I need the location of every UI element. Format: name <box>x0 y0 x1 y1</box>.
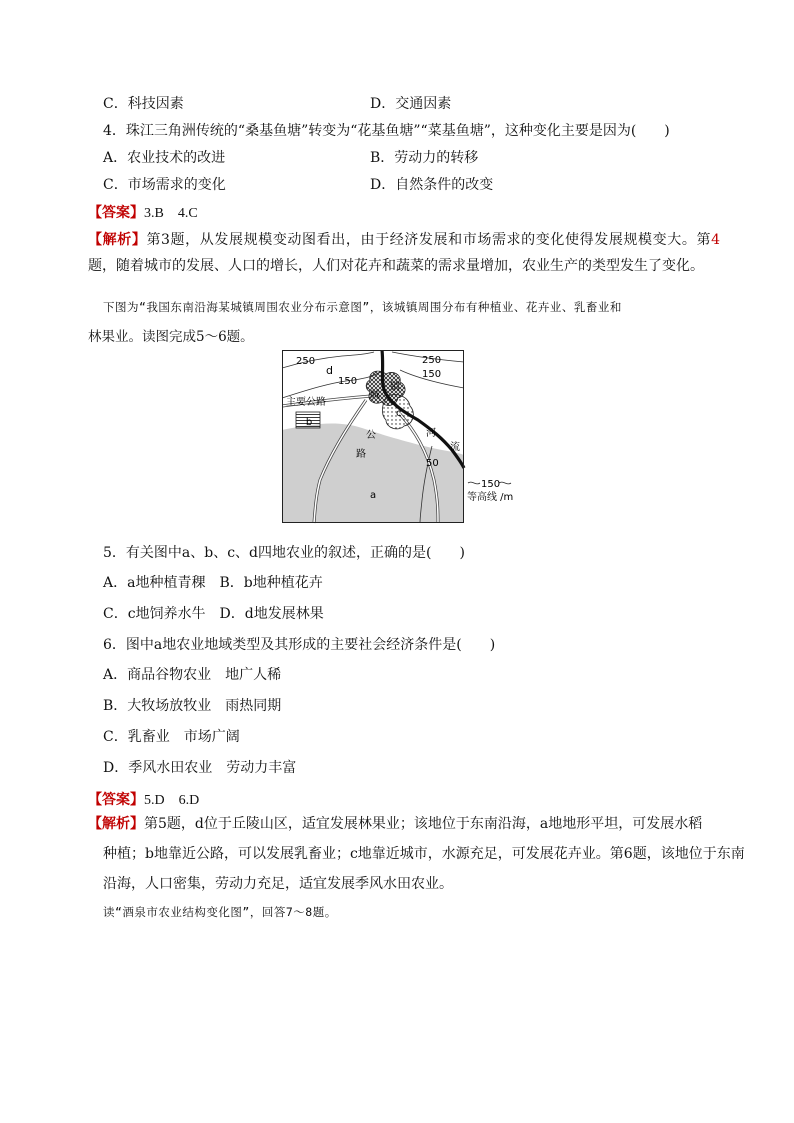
q6-option-d: D．季风水田农业 劳动力丰富 <box>103 760 297 776</box>
q6-option-b: B．大牧场放牧业 雨热同期 <box>103 698 282 714</box>
q4-option-a: A．农业技术的改进 <box>103 150 226 166</box>
analysis-question-number: 4 <box>711 232 721 248</box>
q5-options-ab: A．a地种植青稞 B．b地种植花卉 <box>103 575 323 591</box>
q3-option-c: C．科技因素 <box>103 96 184 112</box>
q5-options-cd: C．c地饲养水牛 D．d地发展林果 <box>103 606 324 622</box>
q3-option-d: D．交通因素 <box>370 96 452 112</box>
river-label-char2: 流 <box>450 442 460 453</box>
analysis-2-line3: 沿海，人口密集，劳动力充足，适宜发展季风水田农业。 <box>103 876 453 892</box>
city-label-char2: 镇 <box>390 382 400 393</box>
legend-contour-label: 等高线 /m <box>467 492 514 503</box>
road-label-char1: 公 <box>366 430 376 441</box>
analysis-tag: 【解析】 <box>88 232 147 248</box>
analysis-text-part2: 题，随着城市的发展、人口的增长，人们对花卉和蔬菜的需求量增加，农业生产的类型发生了变化。 <box>88 258 704 274</box>
legend-contour-symbol <box>468 482 480 484</box>
q4-option-c: C．市场需求的变化 <box>103 177 226 193</box>
q4-stem: 4．珠江三角洲传统的“桑基鱼塘”转变为“花基鱼塘”“菜基鱼塘”，这种变化主要是因为( ) <box>103 123 670 139</box>
analysis-2-text-line1: 第5题，d位于丘陵山区，适宜发展林果业；该地位于东南沿海，a地地形平坦，可发展水稻 <box>144 816 703 832</box>
q6-stem: 6．图中a地农业地域类型及其形成的主要社会经济条件是( ) <box>103 637 496 653</box>
road-label: 主要公路 <box>286 397 326 408</box>
label-b: b <box>305 417 313 428</box>
answer-tag: 【答案】 <box>88 792 144 808</box>
contour-label-250-left: 250 <box>296 356 316 367</box>
city-label-char1: 城 <box>370 390 380 401</box>
legend-contour-value: 150 <box>481 479 501 490</box>
answer-value: 5.D 6.D <box>144 793 200 808</box>
answer-tag: 【答案】 <box>88 205 144 221</box>
road-label-char2: 路 <box>356 449 366 460</box>
label-a: a <box>370 490 377 501</box>
answer-value: 3.B 4.C <box>144 206 198 221</box>
label-c: c <box>396 408 402 419</box>
contour-label-150-left: 150 <box>338 376 358 387</box>
analysis-text-part1: 第3题，从发展规模变动图看出，由于经济发展和市场需求的变化使得发展规模变大。第 <box>146 232 712 248</box>
label-d: d <box>326 364 333 377</box>
q4-option-b: B．劳动力的转移 <box>370 150 479 166</box>
analysis-block-1 <box>88 227 720 279</box>
q5-stem: 5．有关图中a、b、c、d四地农业的叙述，正确的是( ) <box>103 545 465 561</box>
q6-option-c: C．乳畜业 市场广阔 <box>103 729 240 745</box>
agriculture-distribution-map <box>282 350 522 525</box>
answer-block-1 <box>88 203 198 224</box>
contour-label-150-right: 150 <box>422 369 442 380</box>
q4-option-d: D．自然条件的改变 <box>370 177 494 193</box>
analysis-tag: 【解析】 <box>88 816 144 832</box>
analysis-2-line2: 种植；b地靠近公路，可以发展乳畜业；c地靠近城市，水源充足，可发展花卉业。第6题，该地位于东南 <box>103 846 745 862</box>
contour-label-50: 50 <box>426 458 439 469</box>
analysis-2-line1 <box>88 814 702 834</box>
q6-option-a: A．商品谷物农业 地广人稀 <box>103 667 282 683</box>
next-question-intro: 读“酒泉市农业结构变化图”，回答7～8题。 <box>103 905 337 919</box>
contour-label-250-right: 250 <box>422 355 442 366</box>
river-label-char1: 河 <box>426 428 436 439</box>
map-intro-line1: 下图为“我国东南沿海某城镇周围农业分布示意图”，该城镇周围分布有种植业、花卉业、乳畜业和 <box>103 300 622 314</box>
map-intro-line2: 林果业。读图完成5～6题。 <box>88 329 254 345</box>
answer-block-2 <box>88 790 199 811</box>
